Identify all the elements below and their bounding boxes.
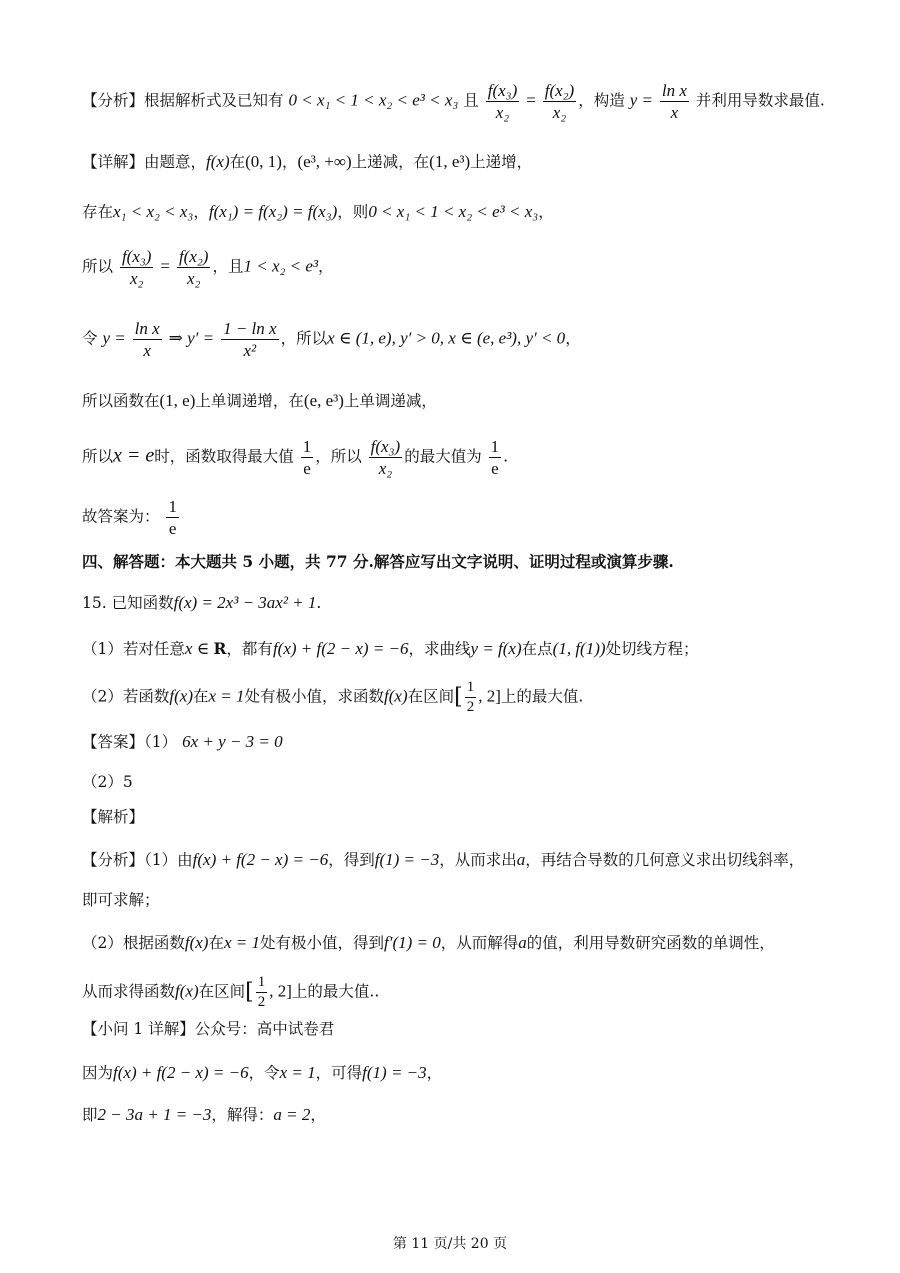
analysis-line-3: 即可求解；: [82, 891, 160, 909]
mono-line: 所以函数在(1, e)上单调递增，在(e, e³)上单调递减，: [82, 391, 437, 410]
fraction: $\frac{1}{e}$: [490, 437, 500, 478]
because-line: 因为f(x) + f(2 − x) = −6，令x = 1，可得f(1) = −3，: [82, 1063, 443, 1082]
solution-heading: 【解析】: [82, 808, 145, 826]
question-15: 15. 已知函数f(x) = 2x³ − 3ax² + 1.: [82, 593, 322, 612]
fraction: $\frac{\text{f(x₂)}}{\text{x₂}}$: [178, 247, 209, 288]
fraction: $\frac{1}{2}$: [466, 679, 475, 715]
page-footer: 第 11 页/共 20 页: [392, 1236, 508, 1252]
fraction: $\frac{\text{1 − ln x}}{\text{x²}}$: [223, 319, 277, 360]
fraction: $\frac{\text{f(x₃)}}{\text{x₂}}$: [121, 247, 152, 288]
max-line: 所以x = e时，函数取得最大值 $\frac{1}{e}$ ，所以 $\frac{\text{f(x₃)}}{\text{x₂}}$ 的最大值为 $\frac{1}{e}$ .: [82, 437, 509, 478]
solve-line: 即2 − 3a + 1 = −3，解得：a = 2，: [82, 1105, 326, 1124]
fraction: $\frac{\text{f(x₃)}}{\text{x₂}}$: [370, 437, 401, 478]
sub-question-1-heading: 【小问 1 详解】公众号：高中试卷君: [82, 1020, 335, 1038]
analysis-line-1: 【分析】根据解析式及已知有 0 < x₁ < 1 < x₂ < e³ < x₃ 且 $\frac{\text{f(x₃)}}{\text{x₂}}$ = $\frac{\text{f(x₂)}}{\text{x₂}}$ ，构造 y = $\frac{\text{ln x}}{x}$ 并利用导数求最值.: [82, 81, 825, 122]
analysis-line-5: 从而求得函数f(x)在区间[ $\frac{1}{2}$ , 2]上的最大值..: [82, 974, 380, 1010]
section-heading: 四、解答题：本大题共 5 小题，共 77 分.解答应写出文字说明、证明过程或演算步骤.: [82, 552, 674, 571]
fraction: $\frac{\text{f(x₂)}}{\text{x₂}}$: [544, 81, 575, 122]
analysis-tag: 【分析】: [82, 91, 145, 110]
detail-line-1: 【详解】由题意，f(x)在(0, 1)，(e³, +∞)上递减，在(1, e³)上递增，: [82, 152, 533, 171]
fraction: $\frac{1}{e}$: [168, 497, 177, 538]
analysis-line-4: （2）根据函数f(x)在x = 1处有极小值，得到f′(1) = 0，从而解得a的值，利用导数研究函数的单调性，: [82, 933, 775, 952]
sothat-line: 所以 $\frac{\text{f(x₃)}}{\text{x₂}}$ = $\frac{\text{f(x₂)}}{\text{x₂}}$ ，且1 < x₂ < e³，: [82, 247, 334, 288]
question-15-part-1: （1）若对任意x ∈ R，都有f(x) + f(2 − x) = −6，求曲线y = f(x)在点(1, f(1))处切线方程；: [82, 639, 699, 658]
fraction: $\frac{1}{e}$: [302, 437, 312, 478]
fraction: $\frac{1}{2}$: [257, 974, 266, 1010]
answer-part-1: 【答案】（1） 6x + y − 3 = 0: [82, 732, 283, 751]
fraction: $\frac{\text{ln x}}{x}$: [661, 81, 687, 122]
question-15-part-2: （2）若函数f(x)在x = 1处有极小值，求函数f(x)在区间[ $\frac{1}{2}$ , 2]上的最大值.: [82, 679, 584, 715]
fraction: $\frac{\text{f(x₃)}}{\text{x₂}}$: [487, 81, 518, 122]
fraction: $\frac{\text{ln x}}{x}$: [134, 319, 160, 360]
detail-tag: 【详解】: [82, 153, 145, 171]
answer-line: 故答案为： $\frac{1}{e}$: [82, 497, 177, 538]
let-line: 令 y = $\frac{\text{ln x}}{x}$ ⇒ y′ = $\frac{\text{1 − ln x}}{\text{x²}}$ ，所以x ∈ (1, e), y′ > 0, x ∈ (e, e³), y′ < 0，: [82, 319, 581, 360]
answer-part-2: （2）5: [82, 773, 133, 791]
exist-line: 存在x₁ < x₂ < x₃，f(x₁) = f(x₂) = f(x₃)，则0 < x₁ < 1 < x₂ < e³ < x₃，: [82, 202, 554, 221]
analysis-line-2: 【分析】（1）由f(x) + f(2 − x) = −6，得到f(1) = −3，从而求出a，再结合导数的几何意义求出切线斜率，: [82, 850, 805, 869]
inequality: 0 < x₁ < 1 < x₂ < e³ < x₃: [288, 90, 459, 110]
